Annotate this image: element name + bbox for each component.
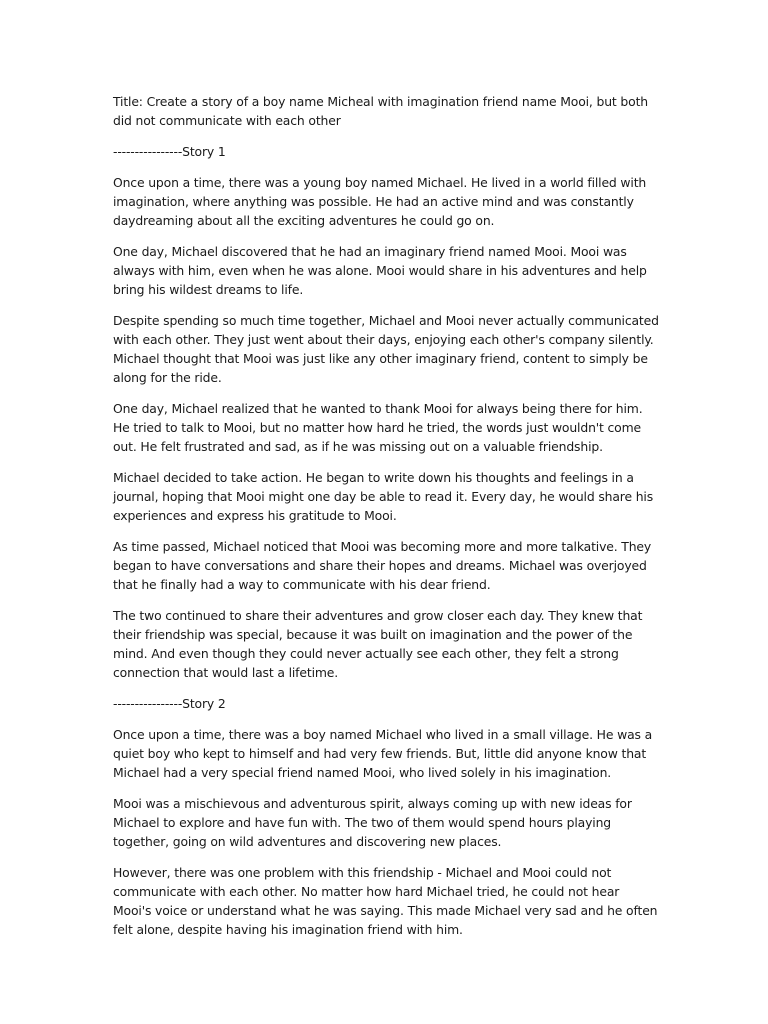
story-2-paragraph: Once upon a time, there was a boy named Michael who lived in a small village. He was a quiet boy who kept to himself and had very few friends. But, little did anyone know that Michael had a very special friend named Mooi, who lived solely in his imagination. — [113, 727, 653, 780]
story-1-paragraph: Michael decided to take action. He began to write down his thoughts and feelings in a journal, hoping that Mooi might one day be able to read it. Every day, he would share his experiences and express his gratitude to Mooi. — [113, 470, 654, 523]
story-1-paragraph: Once upon a time, there was a young boy named Michael. He lived in a world filled with imagination, where anything was possible. He had an active mind and was constantly daydreaming about all the exciting adventures he could go on. — [113, 175, 647, 228]
document-title: Title: Create a story of a boy name Micheal with imagination friend name Mooi, but both did not communicate with each other — [113, 94, 648, 128]
document-body — [113, 92, 661, 951]
story-2-paragraph: Mooi was a mischievous and adventurous spirit, always coming up with new ideas for Michael to explore and have fun with. The two of them would spend hours playing together, going on wild adventures and discovering new places. — [113, 796, 632, 849]
story-1-paragraph: The two continued to share their adventures and grow closer each day. They knew that their friendship was special, because it was built on imagination and the power of the mind. And even though they could never actually see each other, they felt a strong connection that would last a lifetime. — [113, 608, 643, 680]
story-2-paragraph: However, there was one problem with this friendship - Michael and Mooi could not communicate with each other. No matter how hard Michael tried, he could not hear Mooi's voice or understand what he was saying. This made Michael very sad and he often felt alone, despite having his imagination friend with him. — [113, 865, 658, 937]
story-2-heading: ----------------Story 2 — [113, 696, 226, 711]
story-1-paragraph: As time passed, Michael noticed that Mooi was becoming more and more talkative. They began to have conversations and share their hopes and dreams. Michael was overjoyed that he finally had a way to communicate with his dear friend. — [113, 539, 652, 592]
story-1-paragraph: One day, Michael realized that he wanted to thank Mooi for always being there for him. He tried to talk to Mooi, but no matter how hard he tried, the words just wouldn't come out. He felt frustrated and sad, as if he was missing out on a valuable friendship. — [113, 401, 643, 454]
story-1-heading: ----------------Story 1 — [113, 144, 226, 159]
story-1-paragraph: One day, Michael discovered that he had an imaginary friend named Mooi. Mooi was always with him, even when he was alone. Mooi would share in his adventures and help bring his wildest dreams to life. — [113, 244, 647, 297]
story-1-paragraph: Despite spending so much time together, Michael and Mooi never actually communicated with each other. They just went about their days, enjoying each other's company silently. Michael thought that Mooi was just like any other imaginary friend, content to simply be along for the ride. — [113, 313, 659, 385]
